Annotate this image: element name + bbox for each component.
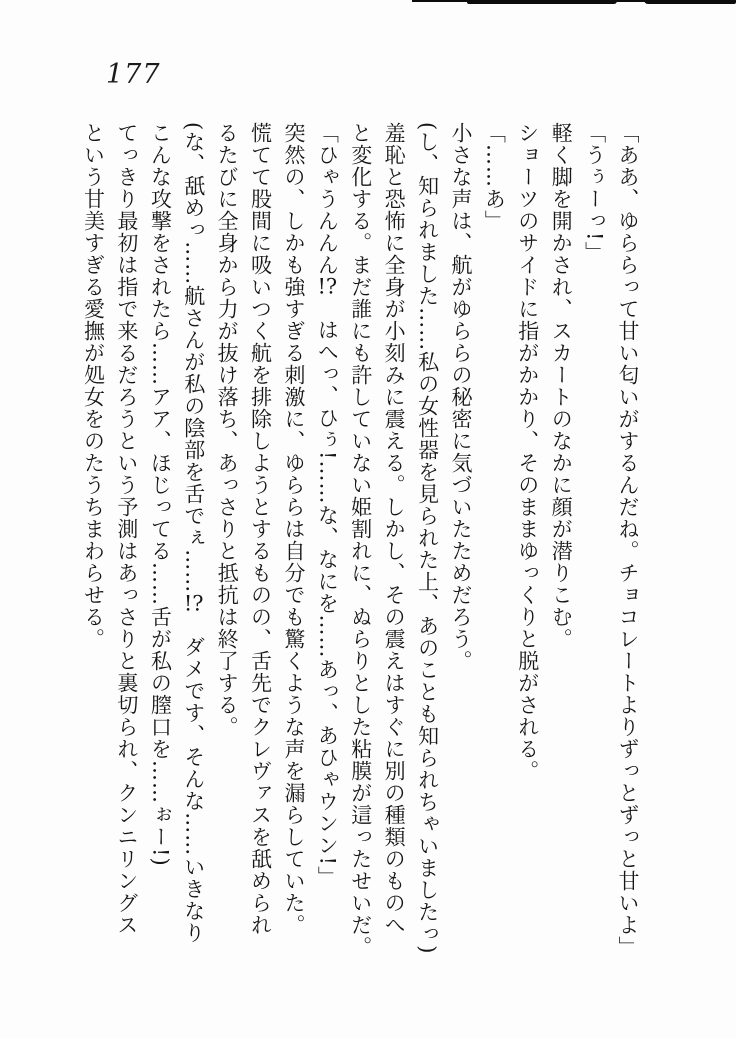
text-line: てっきり最初は指で来るだろうという予測はあっさりと裏切られ、クンニリングス xyxy=(114,122,139,936)
text-line: (な、舐めっ……航さんが私の陰部を舌でぇ……!? ダメです、そんな……いきなり xyxy=(181,122,206,945)
text-line: 「ひゃうんんん!? はへっ、ひぅ!……な、なにを……あっ、あひゃウンン!」 xyxy=(315,122,340,888)
text-line: と変化する。まだ誰にも許していない姫割れに、ぬらりとした粘膜が這ったせいだ。 xyxy=(348,122,373,958)
text-line: るたびに全身から力が抜け落ち、あっさりと抵抗は終了する。 xyxy=(215,122,240,738)
text-line: 慌てて股間に吸いつく航を排除しようとするものの、舌先でクレヴァスを舐められ xyxy=(248,122,273,936)
text-line: 「……あ」 xyxy=(482,122,507,232)
text-line: という甘美すぎる愛撫が処女をのたうちまわらせる。 xyxy=(81,122,106,650)
vertical-text-block xyxy=(76,122,644,968)
text-line: こんな攻撃をされたら……アア、ほじってる……舌が私の膣口を……ぉー!) xyxy=(148,122,173,867)
text-line: 軽く脚を開かされ、スカートのなかに顔が潜りこむ。 xyxy=(549,122,574,650)
scan-artifact-top-edge xyxy=(412,0,736,2)
text-line: 突然の、しかも強すぎる刺激に、ゆららは自分でも驚くような声を漏らしていた。 xyxy=(281,122,306,936)
text-line: 「うぅーっ!」 xyxy=(582,122,607,264)
text-line: 「ああ、ゆららって甘い匂いがするんだね。チョコレートよりずっとずっと甘いよ」 xyxy=(616,122,640,958)
text-line: 羞恥と恐怖に全身が小刻みに震える。しかし、その震えはすぐに別の種類のものへ xyxy=(382,122,407,936)
page-number: 177 xyxy=(106,59,161,90)
text-line: ショーツのサイドに指がかかり、そのままゆっくりと脱がされる。 xyxy=(515,122,540,782)
text-line: (し、知られました……私の女性器を見られた上、あのことも知られちゃいましたっ) xyxy=(415,122,440,955)
text-line: 小さな声は、航がゆららの秘密に気づいたためだろう。 xyxy=(448,122,473,672)
